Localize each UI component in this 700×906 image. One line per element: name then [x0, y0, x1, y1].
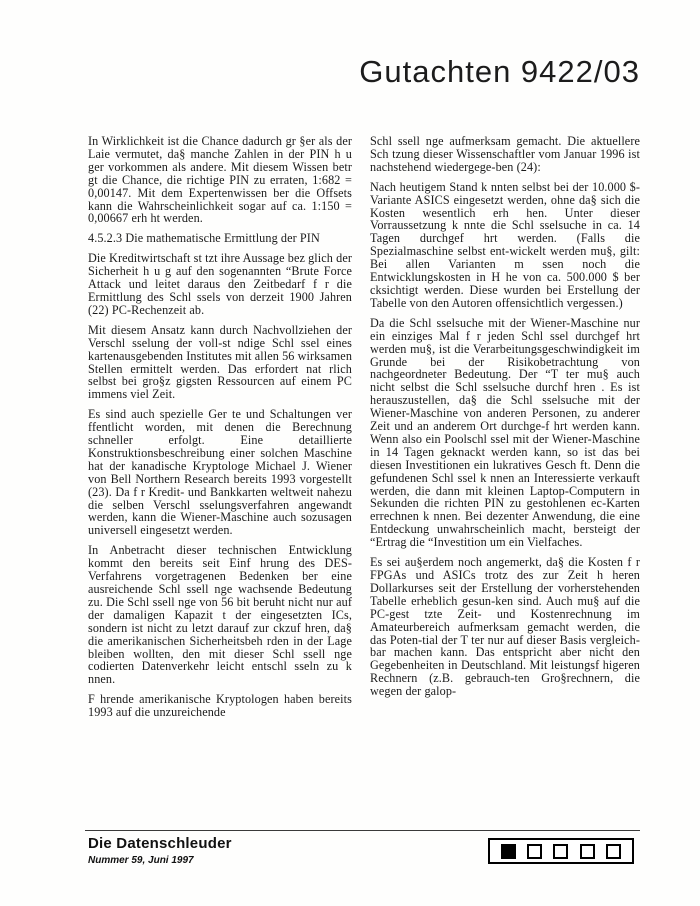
paragraph: Da die Schl sselsuche mit der Wiener-Maschine nur ein einziges Mal f r jeden Schl ssel durchgef hrt werden mu§, ist die Verarbeitungsgeschwindigkeit im Grunde bei der Risikobetrachtung von nachgeordneter Bedeutung. Der “T ter mu§ auch nicht selbst die Schl sselsuche durchf hren . Es ist herauszustellen, da§ die Schl sselsuche mit der Wiener-Maschine von anderen Personen, zu anderer Zeit und an anderem Ort durchge-f hrt werden kann. Wenn also ein Poolschl ssel mit der Wiener-Maschine in 14 Tagen geknackt werden kann, so ist das bei diesen Investitionen ein lukratives Gesch ft. Denn die gefundenen Schl ssel k nnen an Interessierte verkauft werden, die dann mit kleinen Laptop-Computern in Sekunden die richten PIN zu gestohlenen ec-Karten errechnen k nnen. Bei dezenter Anwendung, die eine Entdeckung unwahrscheinlich macht, bersteigt der “Ertrag die “Investition um ein Vielfaches. [370, 315, 640, 550]
paragraph: Es sei au§erdem noch angemerkt, da§ die Kosten f r FPGAs und ASICs trotz des zur Zeit h heren Dollarkurses seit der Erstellung der vorherstehenden Tabelle erheblich gesun-ken sind. Auch mu§ auf die PC-gest tzte Zeit- und Kostenrechnung im Amateurbereich aufmerksam gemacht werden, die das Poten-tial der T ter nur auf dieser Basis vergleich-bar machen kann. Das entspricht aber nicht den Gegebenheiten in Deutschland. Mit leistungsf higeren Rechnern (z.B. gebrauch-ten Gro§rechnern, die wegen der galop- [370, 555, 640, 699]
text-column-right [370, 135, 640, 726]
page-indicator-square [553, 844, 568, 859]
paragraph: Schl ssell nge aufmerksam gemacht. Die aktuellere Sch tzung dieser Wissenschaftler vom Januar 1996 ist nachstehend wiedergege-ben (24): [370, 134, 640, 174]
page-indicator-square [580, 844, 595, 859]
paragraph: F hrende amerikanische Kryptologen haben bereits 1993 auf die unzureichende [88, 692, 352, 720]
paragraph: In Wirklichkeit ist die Chance dadurch gr §er als der Laie vermutet, da§ manche Zahlen in der PIN h u ger vorkommen als andere. Mit diesem Wissen betr gt die Chance, die richtige PIN zu erraten, 1:682 = 0,00147. Mit dem Expertenwissen ber die Offsets kann die Wahrscheinlichkeit sogar auf ca. 1:150 = 0,00667 erh ht werden. [88, 134, 352, 226]
page-title: Gutachten 9422/03 [359, 54, 640, 89]
paragraph: 4.5.2.3 Die mathematische Ermittlung der PIN [88, 231, 320, 246]
publication-name: Die Datenschleuder [88, 835, 232, 852]
issue-info: Nummer 59, Juni 1997 [88, 855, 194, 866]
page-indicator-square-filled [501, 844, 516, 859]
footer-divider [85, 830, 640, 831]
page-indicator-square [527, 844, 542, 859]
paragraph: Die Kreditwirtschaft st tzt ihre Aussage bez glich der Sicherheit h u g auf den sogenannten “Brute Force Attack und leitet daraus den Zeitbedarf f r die Ermittlung des Schl ssels von derzeit 1900 Jahren (22) PC-Rechenzeit ab. [88, 251, 352, 317]
paragraph: Mit diesem Ansatz kann durch Nachvollziehen der Verschl sselung der voll-st ndige Schl ssel eines kartenausgebenden Institutes mit allen 56 wirksamen Stellen ermittelt werden. Das erfordert nat rlich selbst bei gro§z gigsten Ressourcen auf einem PC immens viel Zeit. [88, 322, 353, 402]
paragraph: Nach heutigem Stand k nnten selbst bei der 10.000 $-Variante ASICS eingesetzt werden, ohne da§ sich die Kosten wesentlich erh hen. Unter dieser Vorraussetzung k nnte die Schl sselsuche in ca. 14 Tagen durchgef hrt werden. (Falls die Spezialmaschine selbst ent-wickelt werden mu§, gilt: Bei allen Varianten m ssen noch die Entwicklungskosten in H he von ca. 500.000 $ ber cksichtigt werden. Diese wurden bei Erstellung der Tabelle von den Autoren offensichtlich vergessen.) [370, 179, 640, 310]
two-column-text-block [88, 135, 640, 726]
paragraph: In Anbetracht dieser technischen Entwicklung kommt den bereits seit Einf hrung des DES-Verfahrens vorgetragenen Bedenken ber eine ausreichende Schl ssell nge wachsende Bedeutung zu. Die Schl ssell nge von 56 bit beruht nicht nur auf der damaligen Kapazit t der eingesetzten ICs, sondern ist nicht zu letzt darauf zur ckzuf hren, da§ die amerikanischen Sicherheitsbeh rden in der Lage bleiben wollten, den mit dieser Schl ssell nge codierten Datenverkehr leicht entschl sseln zu k nnen. [88, 543, 352, 687]
page-indicator [488, 838, 634, 864]
text-column-left [88, 135, 352, 726]
page-indicator-square [606, 844, 621, 859]
paragraph: Es sind auch spezielle Ger te und Schaltungen ver ffentlicht worden, mit denen die Berechnung schneller erfolgt. Eine detaillierte Konstruktionsbeschreibung einer solchen Maschine hat der kanadische Kryptologe Michael J. Wiener von Bell Northern Research bereits 1993 vorgestellt (23). Da f r Kredit- und Bankkarten weltweit nahezu die selben Verschl sselungsverfahren angewandt werden, kann die Wiener-Maschine auch sozusagen universell eingesetzt werden. [88, 407, 352, 538]
